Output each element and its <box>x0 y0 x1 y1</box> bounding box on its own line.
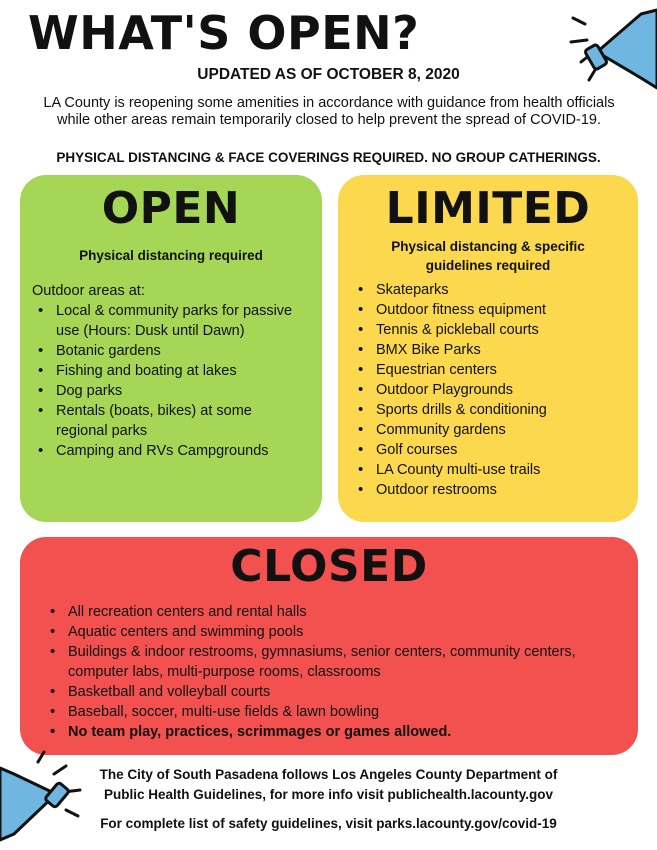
list-item: • Fishing and boating at lakes <box>34 361 306 381</box>
closed-list <box>46 602 606 742</box>
updated-date: UPDATED AS OF OCTOBER 8, 2020 <box>197 66 460 83</box>
limited-card <box>338 175 638 522</box>
footer-line-3: For complete list of safety guidelines, visit parks.lacounty.gov/covid-19 <box>100 816 557 831</box>
list-item: • Tennis & pickleball courts <box>354 320 624 340</box>
open-heading: OPEN <box>101 183 241 234</box>
intro-text: LA County is reopening some amenities in accordance with guidance from health officials while other areas remain temporarily closed to help prevent the spread of COVID-19. <box>43 95 615 128</box>
list-item: • Baseball, soccer, multi-use fields & lawn bowling <box>46 702 606 722</box>
closed-heading: CLOSED <box>230 541 428 592</box>
list-item: • LA County multi-use trails <box>354 460 624 480</box>
limited-subheading: Physical distancing & specific guidelines required <box>391 239 585 273</box>
list-item: • No team play, practices, scrimmages or games allowed. <box>46 722 606 742</box>
list-item: • Local & community parks for passive use (Hours: Dusk until Dawn) <box>34 301 306 341</box>
limited-heading: LIMITED <box>385 183 591 234</box>
page-title: WHAT'S OPEN? <box>28 6 420 60</box>
limited-list <box>354 280 624 500</box>
list-item: • Botanic gardens <box>34 341 306 361</box>
open-subheading: Physical distancing required <box>79 248 263 263</box>
closed-card <box>20 537 638 755</box>
footer-line-1: The City of South Pasadena follows Los Angeles County Department of <box>99 767 558 782</box>
list-item: • Aquatic centers and swimming pools <box>46 622 606 642</box>
list-item: • Basketball and volleyball courts <box>46 682 606 702</box>
open-card <box>20 175 322 522</box>
footer-line-2: Public Health Guidelines, for more info visit publichealth.lacounty.gov <box>103 787 554 802</box>
list-item: • Outdoor fitness equipment <box>354 300 624 320</box>
open-lead: Outdoor areas at: <box>32 283 145 299</box>
list-item: • BMX Bike Parks <box>354 340 624 360</box>
open-list <box>34 301 306 461</box>
list-item: • Community gardens <box>354 420 624 440</box>
notice-text: PHYSICAL DISTANCING & FACE COVERINGS REQUIRED. NO GROUP CATHERINGS. <box>56 150 601 165</box>
list-item: • Outdoor restrooms <box>354 480 624 500</box>
list-item: • Golf courses <box>354 440 624 460</box>
list-item: • Outdoor Playgrounds <box>354 380 624 400</box>
list-item: • Buildings & indoor restrooms, gymnasiums, senior centers, community centers, computer labs, multi-purpose rooms, classrooms <box>46 642 606 682</box>
list-item: • Camping and RVs Campgrounds <box>34 441 306 461</box>
megaphone-icon <box>545 0 657 90</box>
list-item: • Equestrian centers <box>354 360 624 380</box>
list-item: • Skateparks <box>354 280 624 300</box>
list-item: • Sports drills & conditioning <box>354 400 624 420</box>
list-item: • Rentals (boats, bikes) at some regional parks <box>34 401 306 441</box>
list-item: • All recreation centers and rental halls <box>46 602 606 622</box>
list-item: • Dog parks <box>34 381 306 401</box>
